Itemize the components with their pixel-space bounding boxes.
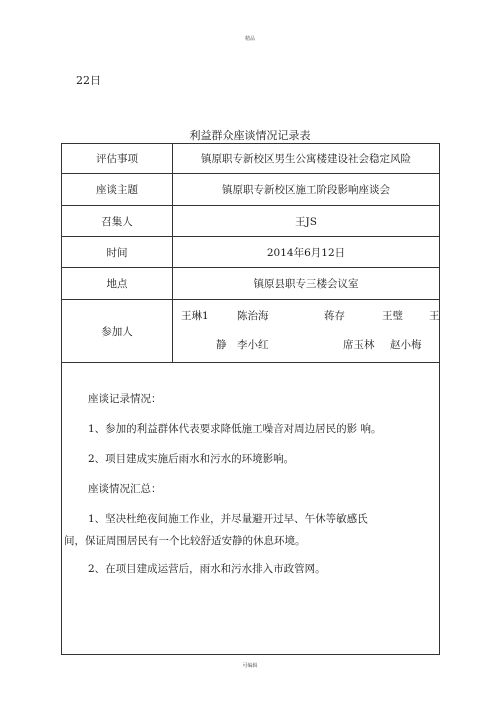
row-value: 2014年6月12日 — [173, 237, 440, 268]
participant-name: 陈治海 — [237, 310, 269, 322]
row-label: 座谈主题 — [62, 174, 173, 206]
table-row-location — [62, 268, 440, 300]
participants-list — [173, 300, 439, 362]
participant-name: 蒋存 — [324, 310, 345, 322]
table-row-convener — [62, 206, 440, 237]
row-label: 评估事项 — [62, 144, 173, 174]
row-label: 召集人 — [62, 206, 173, 237]
row-value: 镇原职专新校区男生公寓楼建设社会稳定风险 — [173, 144, 440, 174]
row-value: 镇原县职专三楼会议室 — [173, 268, 440, 300]
participant-name: 王璧 — [382, 310, 403, 322]
row-label: 参加人 — [62, 300, 173, 363]
participant-name: 李小红 — [237, 339, 269, 351]
participant-name: 王 — [429, 310, 440, 322]
row-label: 时间 — [62, 237, 173, 268]
participants-cell — [173, 300, 440, 363]
summary-heading: 座谈情况汇总： — [88, 483, 162, 495]
table-title: 利益群众座谈情况记录表 — [189, 129, 311, 142]
notes-cell — [62, 363, 440, 655]
summary-item: 2、在项目建成运营后，雨水和污水排入市政管网。 — [88, 563, 326, 575]
page-footer-note: 可编辑 — [242, 663, 258, 669]
record-item: 1、参加的利益群体代表要求降低施工噪音对周边居民的影 响。 — [88, 423, 382, 435]
participant-name: 赵小梅 — [390, 339, 422, 351]
row-value: 镇原职专新校区施工阶段影响座谈会 — [173, 174, 440, 206]
table-row-notes — [62, 363, 440, 655]
record-heading: 座谈记录情况： — [88, 393, 162, 405]
summary-item: 1、坚决杜绝夜间施工作业，并尽量避开过早、午休等敏感氏 — [88, 513, 368, 525]
table-row-assessment-item — [62, 144, 440, 174]
participant-name: 王琳1 — [181, 310, 209, 322]
record-item: 2、项目建成实施后雨水和污水的环境影响。 — [88, 453, 295, 465]
summary-item-continuation: 间，保证周围居民有一个比较舒适安静的休息环境。 — [64, 535, 306, 547]
date-fragment: 22日 — [76, 74, 101, 87]
page-header-note: 精品 — [244, 36, 255, 42]
row-label: 地点 — [62, 268, 173, 300]
record-table — [61, 143, 440, 655]
notes-block — [62, 363, 439, 654]
table-row-time — [62, 237, 440, 268]
table-row-topic — [62, 174, 440, 206]
participant-name: 静 — [216, 339, 227, 351]
row-value: 王JS — [173, 206, 440, 237]
table-row-participants — [62, 300, 440, 363]
participant-name: 席玉林 — [343, 339, 375, 351]
